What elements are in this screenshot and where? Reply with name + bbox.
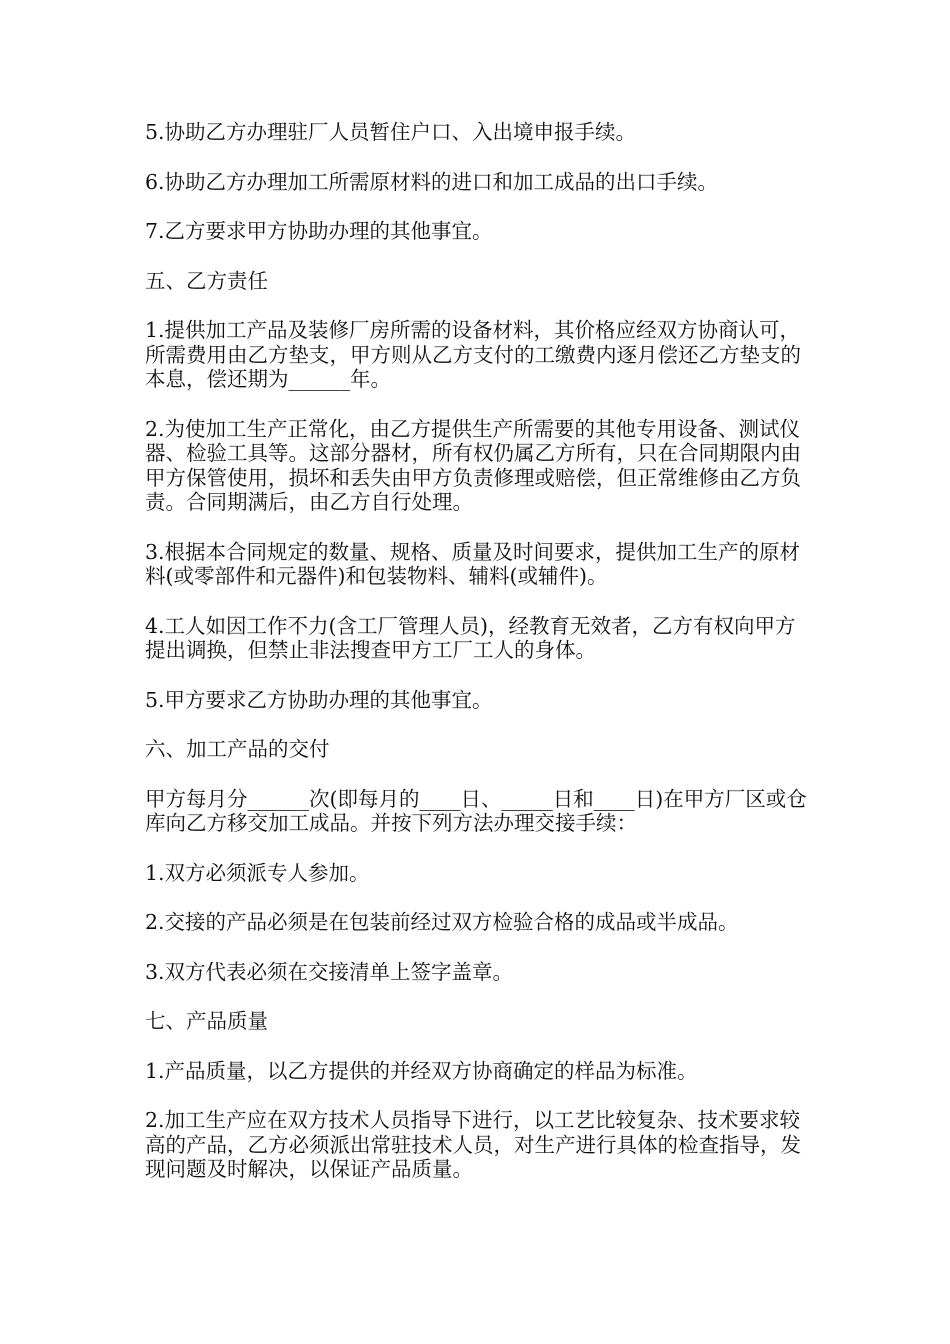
clause-5-item-3: 3.根据本合同规定的数量、规格、质量及时间要求，提供加工生产的原材料(或零部件和元器件)和包装物料、辅料(或辅件)。 [145, 539, 801, 588]
clause-5-item-5: 5.甲方要求乙方协助办理的其他事宜。 [145, 687, 493, 712]
clause-6-item-1: 1.双方必须派专人参加。 [145, 860, 370, 885]
clause-4-item-7: 7.乙方要求甲方协助办理的其他事宜。 [145, 219, 493, 243]
clause-6-item-2: 2.交接的产品必须是在包装前经过双方检验合格的成品或半成品。 [145, 910, 739, 934]
clause-4-item-6: 6.协助乙方办理加工所需原材料的进口和加工成品的出口手续。 [145, 169, 719, 194]
clause-7-item-1: 1.产品质量，以乙方提供的并经双方协商确定的样品为标准。 [145, 1058, 698, 1083]
section-heading-5: 五、乙方责任 [145, 268, 268, 293]
section-heading-7: 七、产品质量 [145, 1009, 268, 1033]
clause-5-item-4: 4.工人如因工作不力(含工厂管理人员)，经教育无效者，乙方有权向甲方提出调换，但禁止非法搜查甲方工厂工人的身体。 [145, 613, 796, 662]
section-heading-6: 六、加工产品的交付 [145, 737, 330, 761]
document-body [145, 120, 810, 1207]
clause-5-item-1: 1.提供加工产品及装修厂房所需的设备材料，其价格应经双方协商认可，所需费用由乙方垫支，甲方则从乙方支付的工缴费内逐月偿还乙方垫支的本息，偿还期为______年。 [145, 318, 801, 391]
clause-7-item-2: 2.加工生产应在双方技术人员指导下进行，以工艺比较复杂、技术要求较高的产品，乙方必须派出常驻技术人员，对生产进行具体的检查指导，发现问题及时解决，以保证产品质量。 [145, 1108, 801, 1181]
clause-6-intro: 甲方每月分______次(即每月的____日、_____日和____日)在甲方厂区或仓库向乙方移交加工成品。并按下列方法办理交接手续： [145, 786, 807, 835]
clause-5-item-2: 2.为使加工生产正常化，由乙方提供生产所需要的其他专用设备、测试仪器、检验工具等。这部分器材，所有权仍属乙方所有，只在合同期限内由甲方保管使用，损坏和丢失由甲方负责修理或赔偿，但正常维修由乙方负责。合同期满后，由乙方自行处理。 [145, 416, 801, 514]
clause-6-item-3: 3.双方代表必须在交接清单上签字盖章。 [145, 959, 514, 984]
clause-4-item-5: 5.协助乙方办理驻厂人员暂住户口、入出境申报手续。 [145, 120, 637, 144]
